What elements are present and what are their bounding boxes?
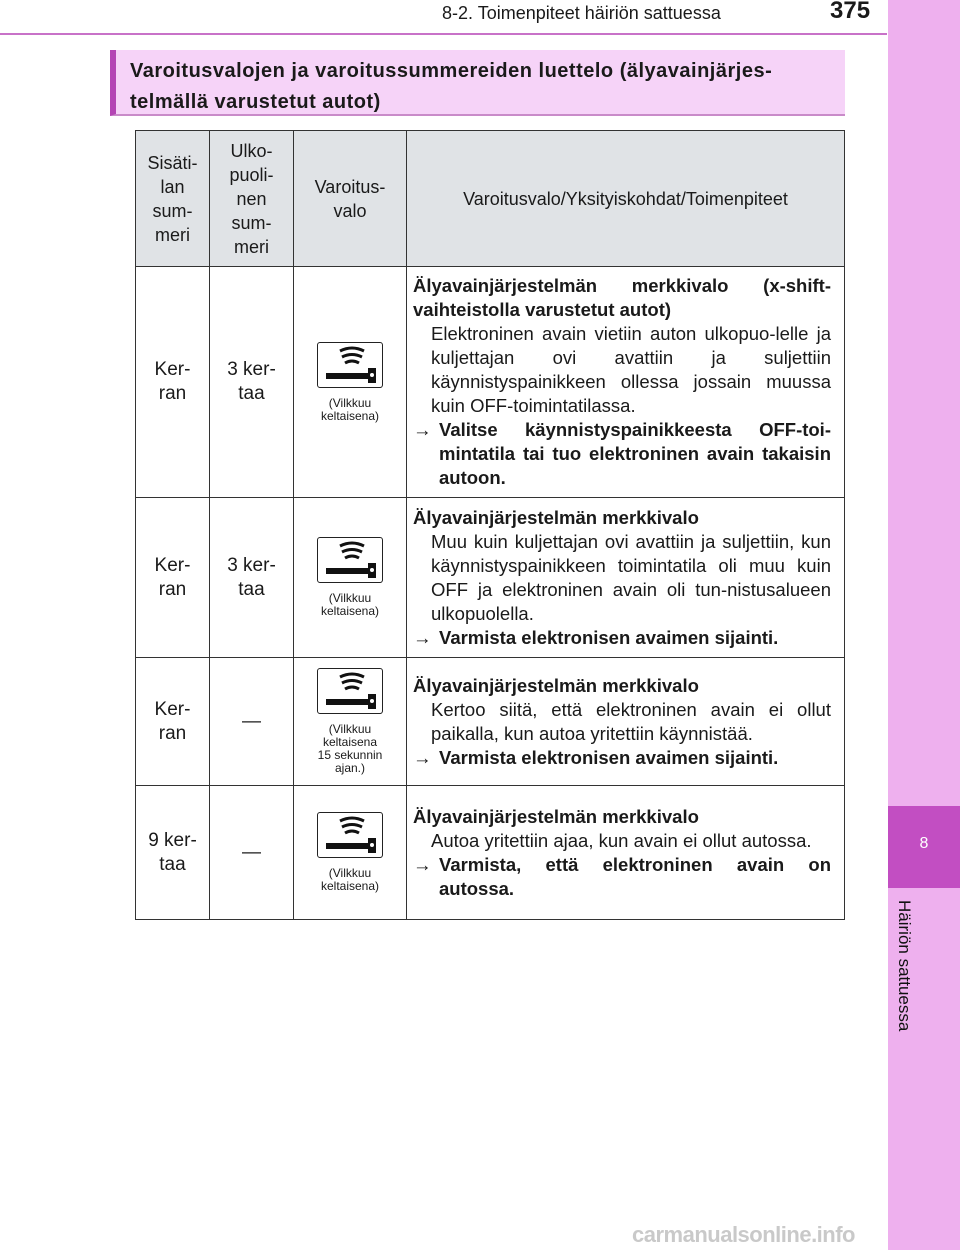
detail-action: → Varmista elektronisen avaimen sijainti.	[413, 746, 779, 768]
header-warning-light: Varoitus- valo	[294, 131, 407, 267]
detail-text: Autoa yritettiin ajaa, kun avain ei ollut autossa.	[431, 829, 812, 851]
detail-text: Kertoo siitä, että elektroninen avain ei ollut paikalla, kun autoa yritettiin käynnistää.	[431, 698, 831, 744]
arrow-icon: →	[413, 419, 432, 440]
chapter-number: 8	[888, 806, 960, 888]
arrow-icon: →	[413, 853, 432, 875]
chapter-side-tab	[888, 0, 960, 1250]
table-row	[136, 658, 845, 786]
header-outside-buzzer: Ulko- puoli- nen sum- meri	[210, 131, 294, 267]
inside-buzzer-cell: Ker- ran	[136, 267, 210, 498]
arrow-icon: →	[413, 746, 432, 768]
detail-heading: Älyavainjärjestelmän merkkivalo	[413, 805, 699, 827]
arrow-icon: →	[413, 626, 432, 648]
warning-light-cell	[294, 786, 407, 920]
inside-buzzer-cell: 9 ker- taa	[136, 786, 210, 920]
header-rule	[0, 33, 887, 35]
outside-buzzer-cell: —	[210, 658, 294, 786]
smart-key-indicator-icon	[317, 668, 383, 714]
warning-light-caption: (Vilkkuu keltaisena 15 sekunnin ajan.)	[317, 722, 383, 775]
outside-buzzer-cell: —	[210, 786, 294, 920]
header-inside-buzzer: Sisäti- lan sum- meri	[136, 131, 210, 267]
table-row	[136, 267, 845, 498]
smart-key-indicator-icon	[317, 342, 383, 388]
detail-text: Elektroninen avain vietiin auton ulkopuo-lelle ja kuljettajan ovi avattiin ja suljettiin käynnistyspainikkeen ollessa jossain muussa kuin OFF-toimintatilassa.	[431, 323, 831, 416]
details-cell	[407, 658, 845, 786]
details-cell	[407, 786, 845, 920]
outside-buzzer-cell: 3 ker- taa	[210, 267, 294, 498]
table-row	[136, 498, 845, 658]
smart-key-indicator-icon	[317, 537, 383, 583]
detail-action: → Varmista, että elektroninen avain on autossa.	[413, 853, 831, 899]
detail-action: → Varmista elektronisen avaimen sijainti.	[413, 626, 779, 648]
inside-buzzer-cell: Ker- ran	[136, 658, 210, 786]
warning-light-caption: (Vilkkuu keltaisena)	[320, 591, 380, 618]
detail-heading: Älyavainjärjestelmän merkkivalo (x-shift-vaihteistolla varustetut autot)	[413, 275, 831, 320]
warning-table	[135, 130, 845, 920]
warning-light-cell	[294, 658, 407, 786]
detail-action: → Valitse käynnistyspainikkeesta OFF-toi-mintatila tai tuo elektroninen avain takaisin autoon.	[413, 419, 831, 488]
details-cell	[407, 267, 845, 498]
detail-text: Muu kuin kuljettajan ovi avattiin ja suljettiin, kun käynnistyspainikkeen toimintatila oli muu kuin OFF ja elektroninen avain oli tun-nistusalueen ulkopuolella.	[431, 530, 831, 624]
inside-buzzer-cell: Ker- ran	[136, 498, 210, 658]
table-header-row	[136, 131, 845, 267]
header-details: Varoitusvalo/Yksityiskohdat/Toimenpiteet	[407, 131, 845, 267]
details-cell	[407, 498, 845, 658]
section-title: Varoitusvalojen ja varoitussummereiden luettelo (älyavainjärjes-telmällä varustetut autot)	[110, 50, 845, 116]
detail-heading: Älyavainjärjestelmän merkkivalo	[413, 674, 699, 696]
watermark: carmanualsonline.info	[632, 1222, 855, 1247]
warning-light-caption: (Vilkkuu keltaisena)	[320, 866, 380, 893]
page-number: 375	[830, 0, 871, 24]
detail-heading: Älyavainjärjestelmän merkkivalo	[413, 506, 699, 528]
warning-light-caption: (Vilkkuu keltaisena)	[320, 395, 380, 423]
warning-light-cell	[294, 498, 407, 658]
chapter-label: Häiriön sattuessa	[895, 900, 914, 1032]
warning-light-cell	[294, 267, 407, 498]
table-row	[136, 786, 845, 920]
section-header: 8-2. Toimenpiteet häiriön sattuessa	[442, 3, 721, 23]
smart-key-indicator-icon	[317, 812, 383, 858]
outside-buzzer-cell: 3 ker- taa	[210, 498, 294, 658]
